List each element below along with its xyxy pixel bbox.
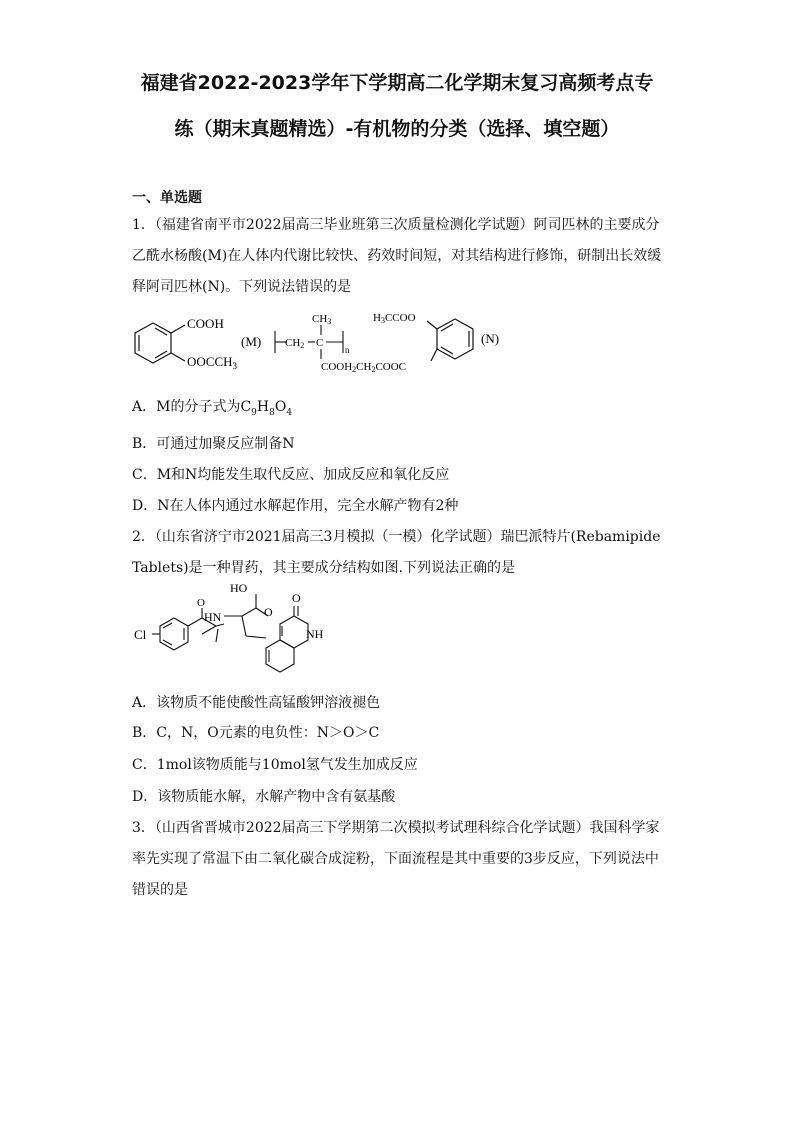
- n-carbon-label: C: [316, 337, 324, 349]
- q2-stem-line-2: Tablets)是一种胃药，其主要成分结构如图.下列说法正确的是: [132, 560, 516, 576]
- q2-option-d: D．该物质能水解，水解产物中含有氨基酸: [132, 789, 396, 805]
- q1-option-c: C．M和N均能发生取代反应、加成反应和氧化反应: [132, 467, 450, 483]
- m-ester-label: $OOCCH_3$: [187, 354, 238, 371]
- n-label: (N): [481, 331, 500, 346]
- n-ch2-label: CH2: [285, 337, 305, 350]
- q1-option-a: A．M的分子式为$C_9H_8O_4$: [132, 399, 293, 418]
- section-heading: 一、单选题: [132, 190, 202, 206]
- q2-option-a: A．该物质不能使酸性高锰酸钾溶液褪色: [132, 695, 381, 711]
- n-methyl-label: CH3: [312, 313, 332, 326]
- q1-option-d: D．N在人体内通过水解起作用，完全水解产物有2种: [132, 498, 459, 514]
- q2-cl-label: Cl: [134, 627, 147, 642]
- q3-stem-line-3: 错误的是: [132, 882, 188, 898]
- q2-acid-o-label: O: [264, 605, 273, 619]
- page-title-line-2: 练（期末真题精选）-有机物的分类（选择、填空题）: [174, 118, 620, 140]
- n-acetoxy-label: H3CCOO: [373, 312, 416, 325]
- q2-stem-line-1: 2．（山东省济宁市2021届高三3月模拟（一模）化学试题）瑞巴派特片(Rebamipide: [132, 529, 661, 545]
- q3-stem-line-1: 3．（山西省晋城市2022届高三下学期第二次模拟考试理科综合化学试题）我国科学家: [132, 820, 660, 836]
- n-benzene-ring: [427, 319, 473, 361]
- m-label: (M): [241, 334, 262, 349]
- page-title-line-1: 福建省2022-2023学年下学期高二化学期末复习高频考点专: [140, 72, 654, 94]
- q2-hn-label: HN: [204, 610, 222, 624]
- q1-stem-line-1: 1．（福建省南平市2022届高三毕业班第三次质量检测化学试题）阿司匹林的主要成分: [132, 217, 660, 233]
- q1-option-b: B．可通过加聚反应制备N: [132, 436, 295, 452]
- q2-amide-o-label: O: [197, 597, 205, 609]
- q3-stem-line-2: 率先实现了常温下由二氧化碳合成淀粉，下面流程是其中重要的3步反应，下列说法中: [132, 851, 659, 867]
- q2-option-b: B．C，N，O元素的电负性：N＞O＞C: [132, 725, 380, 741]
- m-benzene-ring: [135, 323, 185, 363]
- q2-ketone-o-label: O: [292, 591, 301, 605]
- n-subscript-label: n: [345, 345, 350, 355]
- q1-stem-line-2: 乙酰水杨酸(M)在人体内代谢比较快、药效时间短，对其结构进行修饰，研制出长效缓: [132, 248, 662, 264]
- m-cooh-label: COOH: [187, 316, 224, 331]
- q2-structure-figure: [130, 578, 360, 683]
- q2-ho-label: HO: [230, 581, 248, 595]
- q1-structure-figure: [125, 305, 515, 385]
- n-chain-label: COOH2CH2COOC: [321, 361, 407, 374]
- q1-stem-line-3: 释阿司匹林(N)。下列说法错误的是: [132, 279, 352, 295]
- q2-option-c: C．1mol该物质能与10mol氢气发生加成反应: [132, 757, 418, 773]
- q2-nh-label: NH: [306, 627, 324, 641]
